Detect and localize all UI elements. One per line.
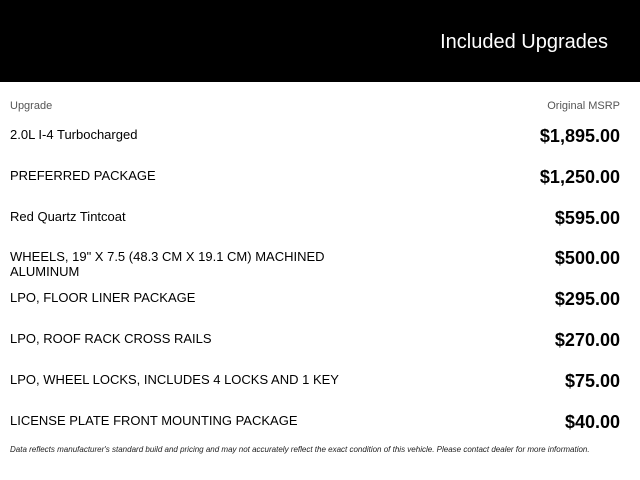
upgrade-price: $40.00 — [564, 411, 620, 432]
upgrade-price: $295.00 — [554, 289, 620, 310]
list-item — [0, 200, 640, 241]
upgrade-name: LPO, ROOF RACK CROSS RAILS — [10, 330, 212, 346]
upgrade-name: 2.0L I-4 Turbocharged — [10, 127, 138, 142]
upgrade-price: $1,250.00 — [539, 166, 620, 187]
list-item — [0, 363, 640, 404]
upgrade-price: $500.00 — [554, 248, 620, 269]
list-item — [0, 404, 640, 445]
list-item — [0, 281, 640, 322]
upgrade-name: LICENSE PLATE FRONT MOUNTING PACKAGE — [10, 412, 298, 428]
upgrade-price: $75.00 — [564, 370, 620, 391]
list-item — [0, 240, 640, 281]
disclaimer-text: Data reflects manufacturer's standard build and pricing and may not accurately reflect the exact condition of this vehicle. Please contact dealer for more information. — [10, 445, 590, 454]
upgrade-name: Red Quartz Tintcoat — [10, 208, 126, 224]
upgrade-price: $595.00 — [554, 207, 620, 228]
list-item — [0, 118, 640, 159]
column-header-msrp: Original MSRP — [547, 100, 620, 112]
upgrade-name: PREFERRED PACKAGE — [10, 167, 156, 183]
list-item — [0, 159, 640, 200]
upgrade-price: $270.00 — [554, 329, 620, 350]
upgrade-name: LPO, FLOOR LINER PACKAGE — [10, 290, 196, 306]
page-title: Included Upgrades — [440, 31, 608, 53]
upgrades-list — [0, 118, 640, 444]
list-item — [0, 322, 640, 363]
upgrade-name: LPO, WHEEL LOCKS, INCLUDES 4 LOCKS AND 1 KEY — [10, 371, 339, 387]
upgrade-name: WHEELS, 19" X 7.5 (48.3 CM X 19.1 CM) MACHINED ALUMINUM — [10, 249, 325, 280]
upgrade-price: $1,895.00 — [539, 126, 620, 146]
column-header-upgrade: Upgrade — [10, 100, 53, 112]
header-bar — [0, 0, 640, 82]
